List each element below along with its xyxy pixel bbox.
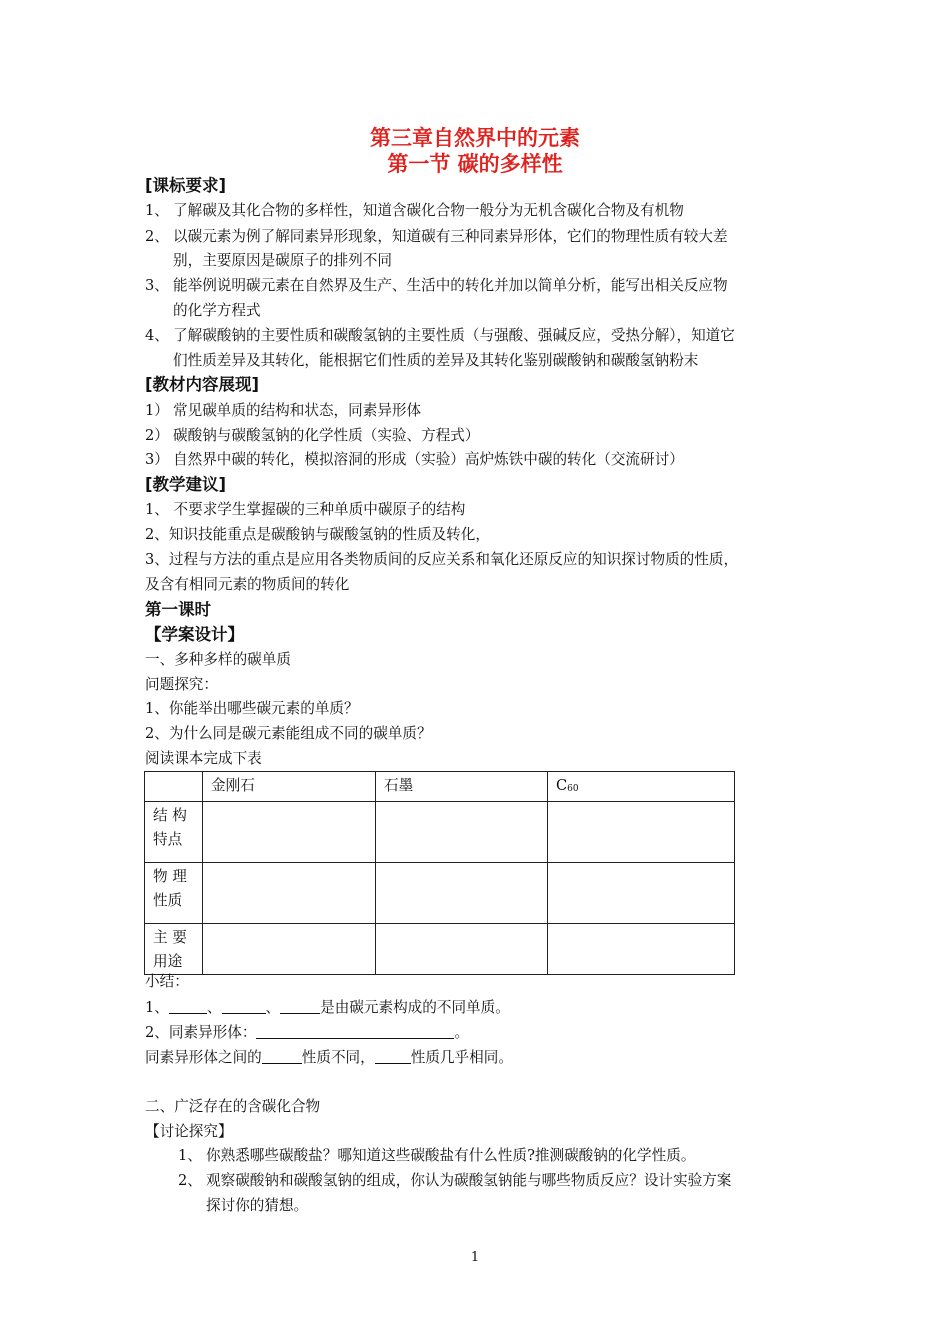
item-text: 了解碳酸钠的主要性质和碳酸氢钠的主要性质（与强酸、强碱反应，受热分解），知道它 [173, 327, 735, 344]
item-number: 3、 [145, 277, 169, 294]
summary-suffix: 性质几乎相同。 [410, 1049, 513, 1066]
separator: 、 [265, 999, 281, 1016]
fill-blank[interactable] [169, 997, 207, 1014]
read-instruction: 阅读课本完成下表 [145, 750, 262, 767]
header-c60 [548, 772, 735, 802]
item-text: 了解碳及其化合物的多样性，知道含碳化合物一般分为无机含碳化合物及有机物 [173, 202, 684, 219]
item-text: 能举例说明碳元素在自然界及生产、生活中的转化并加以简单分析，能写出相关反应物 [173, 277, 728, 294]
lesson-heading: 第一课时 [145, 600, 211, 619]
c60-subscript: 60 [567, 784, 579, 794]
page-number: 1 [470, 1250, 480, 1265]
table-cell-input[interactable] [203, 802, 376, 863]
item-text: 常见碳单质的结构和状态，同素异形体 [173, 402, 422, 419]
item-text: 自然界中碳的转化，模拟溶洞的形成（实验）高炉炼铁中碳的转化（交流研讨） [173, 451, 684, 468]
row-label-structure [145, 802, 203, 863]
table-cell-input[interactable] [203, 924, 376, 975]
question-2: 2、为什么同是碳元素能组成不同的碳单质？ [145, 725, 432, 742]
summary-suffix: 是由碳元素构成的不同单质。 [320, 999, 510, 1016]
suggestion-1: 1、 不要求学生掌握碳的三种单质中碳原子的结构 [145, 501, 466, 518]
header-graphite: 石墨 [376, 772, 548, 802]
suggestion-3-cont: 及含有相同元素的物质间的转化 [145, 576, 350, 593]
summary-prefix: 2、同素异形体： [145, 1024, 257, 1041]
item-number: 1、 [178, 1147, 202, 1164]
item-number: 2、 [145, 228, 169, 245]
row-label-physical [145, 863, 203, 924]
suggestion-3: 3、过程与方法的重点是应用各类物质间的反应关系和氧化还原反应的知识探讨物质的性质， [145, 551, 739, 568]
c60-symbol: C [556, 777, 568, 794]
part2-title: 二、广泛存在的含碳化合物 [145, 1098, 321, 1115]
fill-blank[interactable] [280, 997, 320, 1014]
item-text: 碳酸钠与碳酸氢钠的化学性质（实验、方程式） [173, 427, 480, 444]
table-cell-input[interactable] [548, 863, 735, 924]
table-row [145, 802, 735, 863]
curriculum-item-4 [145, 326, 735, 346]
item-number: 4、 [145, 327, 169, 344]
row-label-uses [145, 924, 203, 975]
row-label-line: 性质 [153, 892, 183, 909]
fill-blank[interactable] [256, 1022, 454, 1039]
summary-heading: 小结： [145, 973, 189, 990]
table-cell-input[interactable] [376, 863, 548, 924]
curriculum-item-3-cont: 的化学方程式 [173, 302, 261, 319]
discuss-item-2-cont: 探讨你的猜想。 [206, 1197, 309, 1214]
separator: 、 [206, 999, 222, 1016]
fill-blank[interactable] [375, 1047, 411, 1064]
row-label-line: 主 要 [153, 929, 187, 946]
fill-blank[interactable] [222, 997, 266, 1014]
table-row [145, 924, 735, 975]
curriculum-item-1 [145, 201, 684, 221]
suggestion-2: 2、知识技能重点是碳酸钠与碳酸氢钠的性质及转化， [145, 526, 490, 543]
item-text: 以碳元素为例了解同素异形现象，知道碳有三种同素异形体，它们的物理性质有较大差 [173, 228, 728, 245]
item-number: 2、 [178, 1172, 202, 1189]
fill-blank[interactable] [262, 1047, 302, 1064]
item-text: 观察碳酸钠和碳酸氢钠的组成，你认为碳酸氢钠能与哪些物质反应？设计实验方案 [206, 1172, 732, 1189]
suggestions-heading: [教学建议] [145, 475, 227, 494]
carbon-allotrope-table [144, 771, 735, 975]
content-item-2 [145, 426, 479, 446]
summary-line-2 [145, 1022, 469, 1043]
table-row [145, 863, 735, 924]
item-number: 2） [145, 427, 169, 444]
table-cell-input[interactable] [548, 924, 735, 975]
discuss-item-1 [178, 1146, 695, 1166]
curriculum-item-4-cont: 们性质差异及其转化，能根据它们性质的差异及其转化鉴别碳酸钠和碳酸氢钠粉末 [173, 352, 699, 369]
curriculum-heading: [课标要求] [145, 176, 227, 195]
content-item-3 [145, 450, 684, 470]
item-number: 3） [145, 451, 169, 468]
row-label-line: 用途 [153, 953, 183, 970]
explore-label: 问题探究： [145, 676, 218, 693]
summary-prefix: 1、 [145, 999, 169, 1016]
row-label-line: 特点 [153, 831, 183, 848]
item-number: 1、 [145, 202, 169, 219]
item-text: 你熟悉哪些碳酸盐？哪知道这些碳酸盐有什么性质?推测碳酸钠的化学性质。 [206, 1147, 696, 1164]
part1-title: 一、多种多样的碳单质 [145, 651, 291, 668]
item-number: 1） [145, 402, 169, 419]
curriculum-item-2 [145, 227, 728, 247]
summary-line-3 [145, 1047, 513, 1068]
summary-mid: 性质不同， [301, 1049, 375, 1066]
curriculum-item-2-cont: 别，主要原因是碳原子的排列不同 [173, 252, 392, 269]
summary-suffix: 。 [454, 1024, 470, 1041]
discuss-label: 【讨论探究】 [145, 1123, 233, 1140]
discuss-item-2 [178, 1171, 731, 1191]
curriculum-item-3 [145, 276, 728, 296]
table-cell-input[interactable] [376, 802, 548, 863]
table-header-row [145, 772, 735, 802]
question-1: 1、你能举出哪些碳元素的单质？ [145, 700, 359, 717]
table-cell-input[interactable] [548, 802, 735, 863]
content-heading: [教材内容展现] [145, 375, 260, 394]
row-label-line: 结 构 [153, 807, 187, 824]
table-cell-input[interactable] [376, 924, 548, 975]
header-diamond: 金刚石 [203, 772, 376, 802]
table-cell-input[interactable] [203, 863, 376, 924]
summary-prefix: 同素异形体之间的 [145, 1049, 262, 1066]
summary-line-1 [145, 997, 510, 1018]
header-cell-empty [145, 772, 203, 802]
chapter-title: 第三章自然界中的元素 [370, 126, 580, 150]
row-label-line: 物 理 [153, 868, 187, 885]
design-heading: 【学案设计】 [145, 625, 244, 644]
content-item-1 [145, 401, 421, 421]
section-title: 第一节 碳的多样性 [387, 152, 563, 176]
